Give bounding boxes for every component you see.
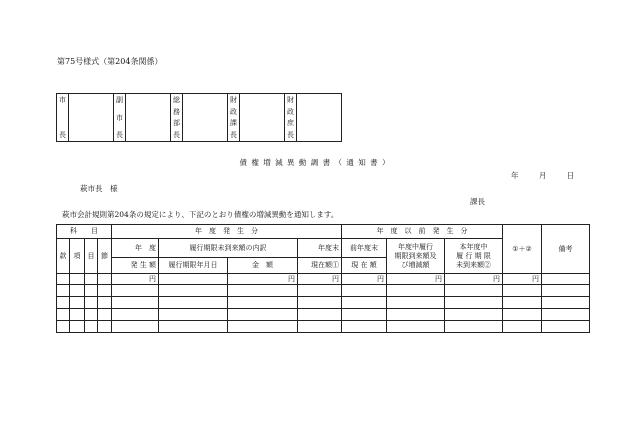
header-prior-year: 年 度 以 前 発 生 分	[342, 225, 503, 239]
stamp-label: 総 務 部 長	[171, 94, 183, 142]
header-kan: 款	[57, 239, 70, 274]
header-biko: 備考	[542, 225, 590, 274]
table-cell[interactable]	[98, 297, 112, 309]
table-cell[interactable]	[342, 297, 387, 309]
table-cell[interactable]	[387, 297, 445, 309]
table-cell[interactable]	[542, 321, 590, 333]
header-kingaku: 金 額	[228, 258, 298, 274]
table-row	[57, 309, 590, 321]
header-moku: 目	[85, 239, 98, 274]
table-cell[interactable]	[57, 309, 70, 321]
stamp-box[interactable]	[297, 94, 342, 142]
table-cell[interactable]	[70, 297, 85, 309]
table-cell[interactable]	[298, 297, 342, 309]
table-row	[57, 297, 590, 309]
body-text: 萩市会計規則第204条の規定により、下記のとおり債権の増減異動を通知します。	[62, 210, 339, 219]
table-cell[interactable]	[228, 321, 298, 333]
table-cell[interactable]	[112, 321, 159, 333]
unit-cell: 円	[228, 274, 298, 285]
table-cell[interactable]	[98, 321, 112, 333]
signer: 課長	[470, 197, 485, 206]
table-cell[interactable]	[387, 285, 445, 297]
table-cell[interactable]	[57, 321, 70, 333]
date-line: 年 月 日	[511, 171, 575, 180]
table-cell[interactable]	[503, 285, 542, 297]
stamp-box[interactable]	[240, 94, 285, 142]
header-honnendo: 本年度中 履 行 期 限 未到来額②	[445, 239, 503, 274]
unit-cell: 円	[112, 274, 159, 285]
table-cell[interactable]	[228, 285, 298, 297]
table-cell[interactable]	[542, 285, 590, 297]
table-cell[interactable]	[112, 285, 159, 297]
table-cell[interactable]	[85, 321, 98, 333]
table-cell[interactable]	[445, 321, 503, 333]
header-sum: ①＋②	[503, 225, 542, 274]
table-cell[interactable]	[159, 309, 228, 321]
stamp-label: 市 長	[57, 94, 69, 142]
table-cell[interactable]	[445, 297, 503, 309]
unit-cell: 円	[503, 274, 542, 285]
table-cell[interactable]	[159, 321, 228, 333]
table-cell[interactable]	[112, 297, 159, 309]
table-cell[interactable]	[85, 297, 98, 309]
table-cell[interactable]	[159, 297, 228, 309]
header-genzaigaku: 現 在 額	[342, 258, 387, 274]
stamp-label: 財 政 課 長	[228, 94, 240, 142]
table-cell[interactable]	[542, 309, 590, 321]
table-cell[interactable]	[112, 309, 159, 321]
table-cell[interactable]	[342, 321, 387, 333]
stamp-box[interactable]	[126, 94, 171, 142]
header-current-year: 年 度 発 生 分	[112, 225, 342, 239]
table-cell[interactable]	[228, 297, 298, 309]
table-cell[interactable]	[298, 285, 342, 297]
table-cell[interactable]	[342, 309, 387, 321]
table-cell[interactable]	[445, 285, 503, 297]
table-cell[interactable]	[387, 321, 445, 333]
table-cell[interactable]	[70, 285, 85, 297]
table-cell[interactable]	[445, 309, 503, 321]
table-cell[interactable]	[159, 285, 228, 297]
approval-stamp-row	[56, 93, 342, 142]
table-cell[interactable]	[70, 321, 85, 333]
unit-cell: 円	[445, 274, 503, 285]
table-cell[interactable]	[298, 321, 342, 333]
table-cell[interactable]	[342, 285, 387, 297]
header-hasseigaku: 発 生 額	[112, 258, 159, 274]
unit-cell: 円	[298, 274, 342, 285]
header-nendomatsu: 年度末	[298, 239, 342, 258]
header-uchiwake: 履行期限未到来額の内訳	[159, 239, 298, 258]
header-ko: 項	[70, 239, 85, 274]
unit-cell: 円	[387, 274, 445, 285]
table-cell[interactable]	[542, 297, 590, 309]
table-cell[interactable]	[503, 321, 542, 333]
ledger-table	[56, 224, 590, 333]
table-cell[interactable]	[387, 309, 445, 321]
header-setsu: 節	[98, 239, 112, 274]
table-cell[interactable]	[503, 309, 542, 321]
table-cell[interactable]	[298, 309, 342, 321]
table-cell[interactable]	[85, 285, 98, 297]
addressee: 萩市長 様	[80, 184, 118, 193]
stamp-box[interactable]	[69, 94, 114, 142]
stamp-label: 財 政 庶 長	[285, 94, 297, 142]
stamp-label: 副 市 長	[114, 94, 126, 142]
header-kigen-ymd: 履行期限年月日	[159, 258, 228, 274]
header-nendo: 年 度	[112, 239, 159, 258]
header-zennendomatsu: 前年度末	[342, 239, 387, 258]
unit-cell: 円	[342, 274, 387, 285]
table-row	[57, 321, 590, 333]
table-cell[interactable]	[57, 297, 70, 309]
header-zouzen: 年度中履行 期限到来額及 び増減額	[387, 239, 445, 274]
table-cell[interactable]	[228, 309, 298, 321]
table-cell[interactable]	[70, 309, 85, 321]
table-cell[interactable]	[57, 285, 70, 297]
unit-row	[57, 274, 590, 285]
table-cell[interactable]	[98, 309, 112, 321]
table-row	[57, 285, 590, 297]
document-title: 債 権 増 減 異 動 調 書 （ 通 知 書 ）	[239, 158, 391, 167]
header-kamoku: 科 目	[57, 225, 112, 239]
table-cell[interactable]	[98, 285, 112, 297]
form-number: 第75号様式（第204条関係）	[57, 57, 163, 66]
header-genzaigaku1: 現在額①	[298, 258, 342, 274]
table-cell[interactable]	[85, 309, 98, 321]
stamp-box[interactable]	[183, 94, 228, 142]
table-cell[interactable]	[503, 297, 542, 309]
